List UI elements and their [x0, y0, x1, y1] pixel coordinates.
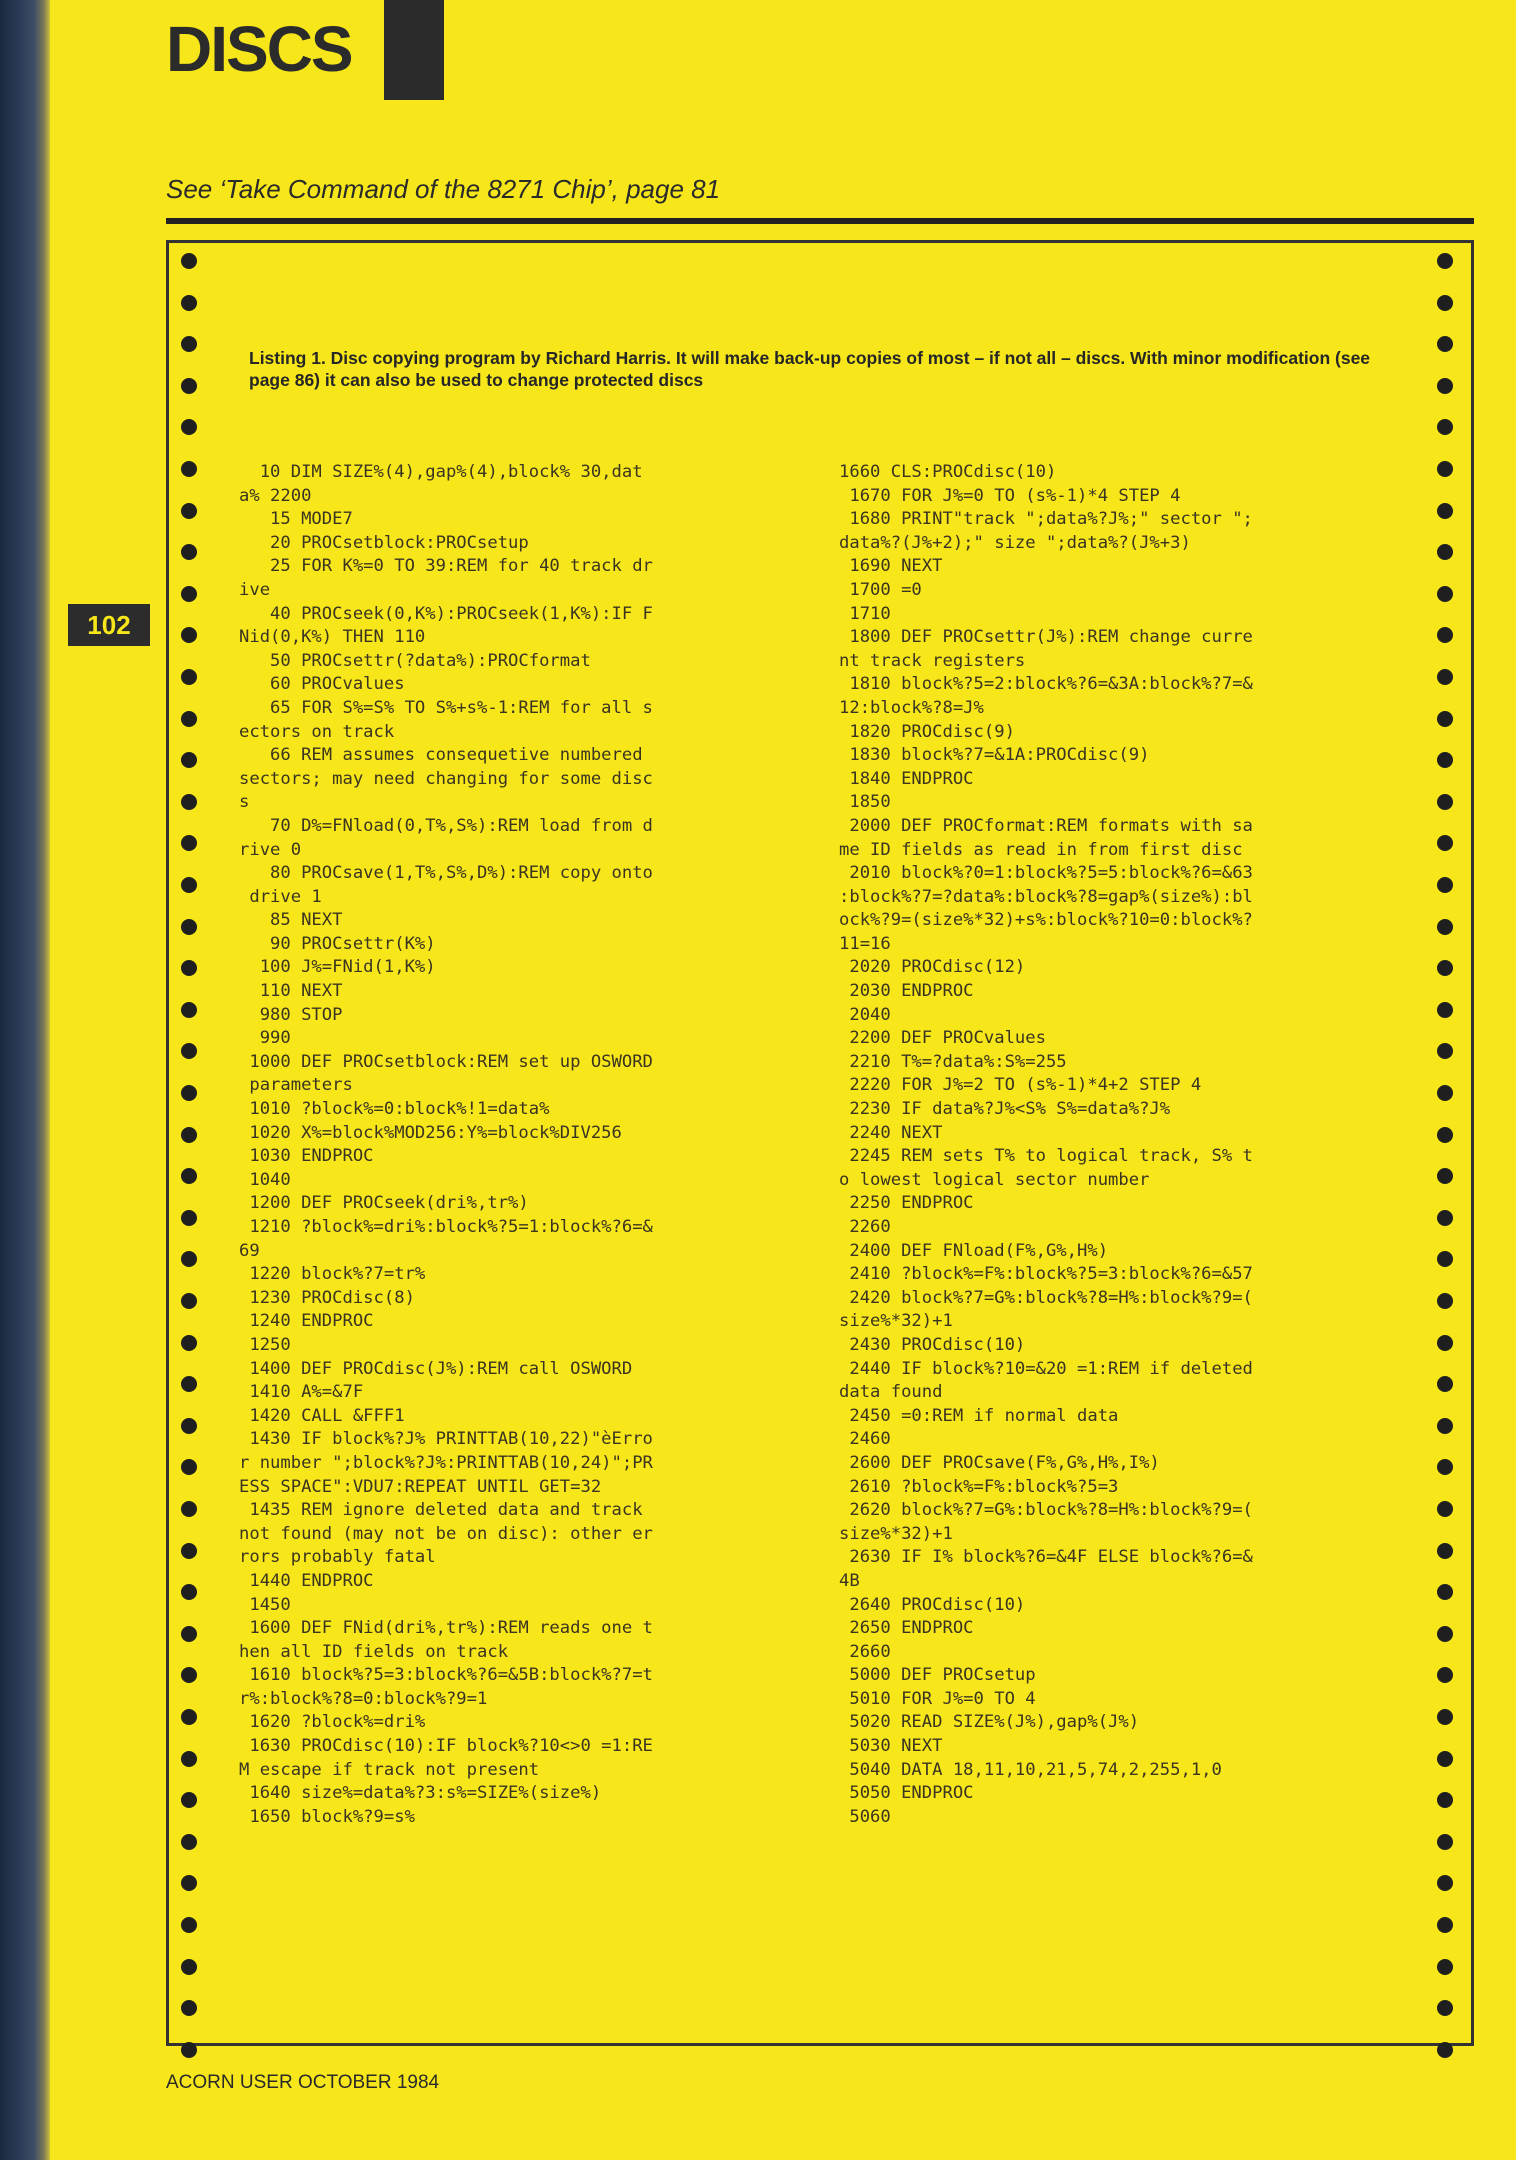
sprocket-hole	[1437, 2042, 1453, 2058]
sprocket-hole	[181, 877, 197, 893]
sprocket-hole	[1437, 1002, 1453, 1018]
sprocket-hole	[181, 378, 197, 394]
magazine-spine	[0, 0, 50, 2160]
sprocket-hole	[181, 1667, 197, 1683]
sprocket-hole	[1437, 1875, 1453, 1891]
sprocket-hole	[181, 2042, 197, 2058]
header-rule	[166, 218, 1474, 224]
sprocket-hole	[1437, 1709, 1453, 1725]
sprocket-hole	[181, 1251, 197, 1267]
sprocket-hole	[1437, 253, 1453, 269]
sprocket-hole	[181, 1335, 197, 1351]
sprocket-hole	[1437, 1667, 1453, 1683]
sprocket-hole	[1437, 669, 1453, 685]
code-column-left: 10 DIM SIZE%(4),gap%(4),block% 30,dat a% 2200 15 MODE7 20 PROCsetblock:PROCsetup 25 FOR K%=0 TO 39:REM for 40 track dr ive 40 PROCseek(0,K%):PROCseek(1,K%):IF F Nid(0,K%) THEN 110 50 PROCsettr(?data%):PROCformat 60 PROCvalues 65 FOR S%=S% TO S%+s%-1:REM for all s ectors on track 66 REM assumes consequetive numbered sectors; may need changing for some disc s 70 D%=FNload(0,T%,S%):REM load from d rive 0 80 PROCsave(1,T%,S%,D%):REM copy onto drive 1 85 NEXT 90 PROCsettr(K%) 100 J%=FNid(1,K%) 110 NEXT 980 STOP 990 1000 DEF PROCsetblock:REM set up OSWORD parameters 1010 ?block%=0:block%!1=data% 1020 X%=block%MOD256:Y%=block%DIV256 1030 ENDPROC 1040 1200 DEF PROCseek(dri%,tr%) 1210 ?block%=dri%:block%?5=1:block%?6=& 69 1220 block%?7=tr% 1230 PROCdisc(8) 1240 ENDPROC 1250 1400 DEF PROCdisc(J%):REM call OSWORD 1410 A%=&7F 1420 CALL &FFF1 1430 IF block%?J% PRINTTAB(10,22)"èErro r number ";block%?J%:PRINTTAB(10,24)";PR ESS SPACE":VDU7:REPEAT UNTIL GET=32 1435 REM ignore deleted data and track not found (may not be on disc): other er rors probably fatal 1440 ENDPROC 1450 1600 DEF FNid(dri%,tr%):REM reads one t hen all ID fields on track 1610 block%?5=3:block%?6=&5B:block%?7=t r%:block%?8=0:block%?9=1 1620 ?block%=dri% 1630 PROCdisc(10):IF block%?10<>0 =1:RE M escape if track not present 1640 size%=data%?3:s%=SIZE%(size%) 1650 block%?9=s%	[239, 462, 653, 1827]
sprocket-hole	[1437, 544, 1453, 560]
sprocket-hole	[181, 1127, 197, 1143]
section-title-bar	[384, 0, 444, 100]
sprocket-hole	[181, 461, 197, 477]
sprocket-hole	[1437, 586, 1453, 602]
listing-printout	[166, 240, 1474, 2046]
sprocket-hole	[181, 1002, 197, 1018]
sprocket-hole	[1437, 1792, 1453, 1808]
sprocket-hole	[181, 295, 197, 311]
code-column-right: 1660 CLS:PROCdisc(10) 1670 FOR J%=0 TO (s%-1)*4 STEP 4 1680 PRINT"track ";data%?J%;" sector "; data%?(J%+2);" size ";data%?(J%+3) 1690 NEXT 1700 =0 1710 1800 DEF PROCsettr(J%):REM change curre nt track registers 1810 block%?5=2:block%?6=&3A:block%?7=& 12:block%?8=J% 1820 PROCdisc(9) 1830 block%?7=&1A:PROCdisc(9) 1840 ENDPROC 1850 2000 DEF PROCformat:REM formats with sa me ID fields as read in from first disc 2010 block%?0=1:block%?5=5:block%?6=&63 :block%?7=?data%:block%?8=gap%(size%):bl ock%?9=(size%*32)+s%:block%?10=0:block%? 11=16 2020 PROCdisc(12) 2030 ENDPROC 2040 2200 DEF PROCvalues 2210 T%=?data%:S%=255 2220 FOR J%=2 TO (s%-1)*4+2 STEP 4 2230 IF data%?J%<S% S%=data%?J% 2240 NEXT 2245 REM sets T% to logical track, S% t o lowest logical sector number 2250 ENDPROC 2260 2400 DEF FNload(F%,G%,H%) 2410 ?block%=F%:block%?5=3:block%?6=&57 2420 block%?7=G%:block%?8=H%:block%?9=( size%*32)+1 2430 PROCdisc(10) 2440 IF block%?10=&20 =1:REM if deleted data found 2450 =0:REM if normal data 2460 2600 DEF PROCsave(F%,G%,H%,I%) 2610 ?block%=F%:block%?5=3 2620 block%?7=G%:block%?8=H%:block%?9=( size%*32)+1 2630 IF I% block%?6=&4F ELSE block%?6=& 4B 2640 PROCdisc(10) 2650 ENDPROC 2660 5000 DEF PROCsetup 5010 FOR J%=0 TO 4 5020 READ SIZE%(J%),gap%(J%) 5030 NEXT 5040 DATA 18,11,10,21,5,74,2,255,1,0 5050 ENDPROC 5060	[839, 462, 1253, 1827]
sprocket-hole	[1437, 1917, 1453, 1933]
sprocket-holes-right	[1437, 243, 1461, 2043]
sprocket-hole	[1437, 1626, 1453, 1642]
sprocket-hole	[1437, 503, 1453, 519]
sprocket-hole	[1437, 295, 1453, 311]
sprocket-hole	[1437, 419, 1453, 435]
sprocket-hole	[181, 1168, 197, 1184]
sprocket-hole	[181, 336, 197, 352]
sprocket-hole	[181, 919, 197, 935]
sprocket-hole	[1437, 1459, 1453, 1475]
sprocket-hole	[1437, 1543, 1453, 1559]
sprocket-hole	[1437, 919, 1453, 935]
see-also-note: See ‘Take Command of the 8271 Chip’, page 81	[166, 174, 721, 204]
sprocket-hole	[1437, 1251, 1453, 1267]
sprocket-hole	[1437, 1293, 1453, 1309]
sprocket-hole	[181, 1584, 197, 1600]
sprocket-hole	[181, 419, 197, 435]
sprocket-hole	[181, 794, 197, 810]
sprocket-hole	[181, 711, 197, 727]
sprocket-hole	[181, 1085, 197, 1101]
sprocket-hole	[181, 544, 197, 560]
sprocket-hole	[181, 1543, 197, 1559]
sprocket-hole	[181, 627, 197, 643]
sprocket-hole	[181, 1626, 197, 1642]
sprocket-hole	[1437, 1210, 1453, 1226]
sprocket-hole	[1437, 835, 1453, 851]
sprocket-hole	[1437, 1376, 1453, 1392]
sprocket-hole	[181, 1917, 197, 1933]
sprocket-hole	[1437, 752, 1453, 768]
sprocket-hole	[1437, 1751, 1453, 1767]
sprocket-hole	[1437, 1501, 1453, 1517]
page-number-tab: 102	[68, 604, 150, 646]
sprocket-holes-left	[181, 243, 205, 2043]
sprocket-hole	[1437, 711, 1453, 727]
sprocket-hole	[1437, 794, 1453, 810]
sprocket-hole	[1437, 336, 1453, 352]
sprocket-hole	[181, 1293, 197, 1309]
sprocket-hole	[1437, 877, 1453, 893]
sprocket-hole	[1437, 960, 1453, 976]
sprocket-hole	[181, 1709, 197, 1725]
sprocket-hole	[181, 1459, 197, 1475]
sprocket-hole	[181, 1210, 197, 1226]
sprocket-hole	[181, 1792, 197, 1808]
sprocket-hole	[181, 752, 197, 768]
sprocket-hole	[1437, 1168, 1453, 1184]
sprocket-hole	[181, 669, 197, 685]
sprocket-hole	[181, 1418, 197, 1434]
sprocket-hole	[1437, 1085, 1453, 1101]
sprocket-hole	[181, 1875, 197, 1891]
sprocket-hole	[181, 253, 197, 269]
sprocket-hole	[1437, 461, 1453, 477]
sprocket-hole	[181, 2000, 197, 2016]
sprocket-hole	[181, 1959, 197, 1975]
sprocket-hole	[181, 1834, 197, 1850]
sprocket-hole	[1437, 1959, 1453, 1975]
sprocket-hole	[1437, 1127, 1453, 1143]
sprocket-hole	[181, 1376, 197, 1392]
sprocket-hole	[181, 960, 197, 976]
sprocket-hole	[181, 1501, 197, 1517]
section-title: DISCS	[166, 13, 352, 85]
sprocket-hole	[181, 1043, 197, 1059]
sprocket-hole	[1437, 378, 1453, 394]
page-footer: ACORN USER OCTOBER 1984	[166, 2072, 440, 2093]
sprocket-hole	[1437, 1043, 1453, 1059]
sprocket-hole	[181, 586, 197, 602]
sprocket-hole	[1437, 1834, 1453, 1850]
sprocket-hole	[1437, 2000, 1453, 2016]
sprocket-hole	[181, 1751, 197, 1767]
sprocket-hole	[181, 503, 197, 519]
sprocket-hole	[1437, 1335, 1453, 1351]
sprocket-hole	[1437, 627, 1453, 643]
sprocket-hole	[181, 835, 197, 851]
sprocket-hole	[1437, 1418, 1453, 1434]
sprocket-hole	[1437, 1584, 1453, 1600]
listing-caption: Listing 1. Disc copying program by Richard Harris. It will make back-up copies of most – if not all – discs. With minor modification (see page 86) it can also be used to change protected discs	[249, 348, 1371, 390]
